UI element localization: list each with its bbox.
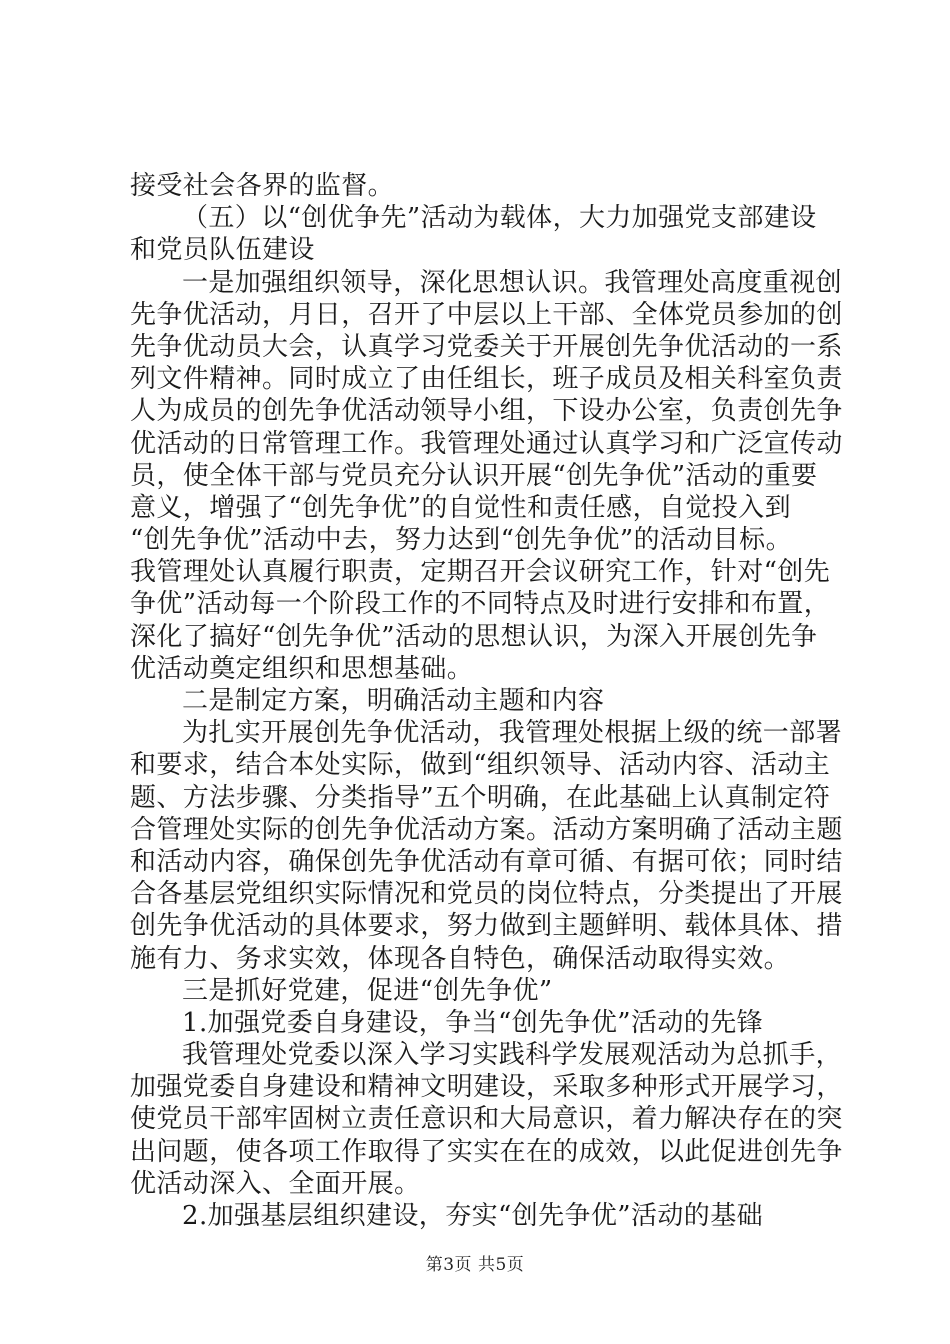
- text-line: 施有力、务求实效，体现各自特色，确保活动取得实效。: [130, 943, 791, 974]
- text-line: 优活动奠定组织和思想基础。: [130, 653, 474, 684]
- text-line: 先争优动员大会，认真学习党委关于开展创先争优活动的一系: [130, 331, 843, 362]
- text-line: 三是抓好党建，促进“创先争优”: [182, 975, 553, 1006]
- text-line: “创先争优”活动中去，努力达到“创先争优”的活动目标。: [130, 525, 792, 556]
- text-line: 题、方法步骤、分类指导”五个明确，在此基础上认真制定符: [130, 782, 831, 813]
- text-line: 优活动深入、全面开展。: [130, 1168, 421, 1199]
- text-line: 一是加强组织领导，深化思想认识。我管理处高度重视创: [182, 267, 843, 298]
- text-line: 出问题，使各项工作取得了实实在在的成效，以此促进创先争: [130, 1136, 843, 1167]
- text-line: 和活动内容，确保创先争优活动有章可循、有据可依；同时结: [130, 846, 843, 877]
- text-line: 深化了搞好“创先争优”活动的思想认识，为深入开展创先争: [130, 621, 818, 652]
- text-line: 意义，增强了“创先争优”的自觉性和责任感，自觉投入到: [130, 492, 791, 523]
- text-line: 为扎实开展创先争优活动，我管理处根据上级的统一部署: [182, 718, 843, 749]
- document-body: [130, 170, 843, 1232]
- text-line: 我管理处党委以深入学习实践科学发展观活动为总抓手，: [182, 1040, 843, 1071]
- text-line: 列文件精神。同时成立了由任组长，班子成员及相关科室负责: [130, 364, 843, 395]
- text-line: 人为成员的创先争优活动领导小组，下设办公室，负责创先争: [130, 396, 843, 427]
- text-line: 我管理处认真履行职责，定期召开会议研究工作，针对“创先: [130, 557, 831, 588]
- text-line: （五）以“创优争先”活动为载体，大力加强党支部建设: [182, 203, 817, 234]
- text-line: 创先争优活动的具体要求，努力做到主题鲜明、载体具体、措: [130, 911, 843, 942]
- text-line: 争优”活动每一个阶段工作的不同特点及时进行安排和布置，: [130, 589, 831, 620]
- text-line: 合各基层党组织实际情况和党员的岗位特点，分类提出了开展: [130, 879, 843, 910]
- text-line: 加强党委自身建设和精神文明建设，采取多种形式开展学习，: [130, 1072, 843, 1103]
- text-line: 使党员干部牢固树立责任意识和大局意识，着力解决存在的突: [130, 1104, 843, 1135]
- text-line: 和要求，结合本处实际，做到“组织领导、活动内容、活动主: [130, 750, 831, 781]
- page-footer: 第3页 共5页: [425, 1255, 525, 1275]
- text-line: 接受社会各界的监督。: [130, 171, 395, 201]
- text-line: 员，使全体干部与党员充分认识开展“创先争优”活动的重要: [130, 460, 818, 491]
- text-line: 和党员队伍建设: [130, 235, 315, 266]
- text-line: 先争优活动，月日，召开了中层以上干部、全体党员参加的创: [130, 299, 843, 330]
- text-line: 优活动的日常管理工作。我管理处通过认真学习和广泛宣传动: [130, 428, 843, 459]
- text-line: 2.加强基层组织建设，夯实“创先争优”活动的基础: [182, 1201, 763, 1231]
- text-line: 1.加强党委自身建设，争当“创先争优”活动的先锋: [182, 1007, 763, 1038]
- text-line: 二是制定方案，明确活动主题和内容: [182, 686, 605, 716]
- text-line: 合管理处实际的创先争优活动方案。活动方案明确了活动主题: [130, 814, 843, 845]
